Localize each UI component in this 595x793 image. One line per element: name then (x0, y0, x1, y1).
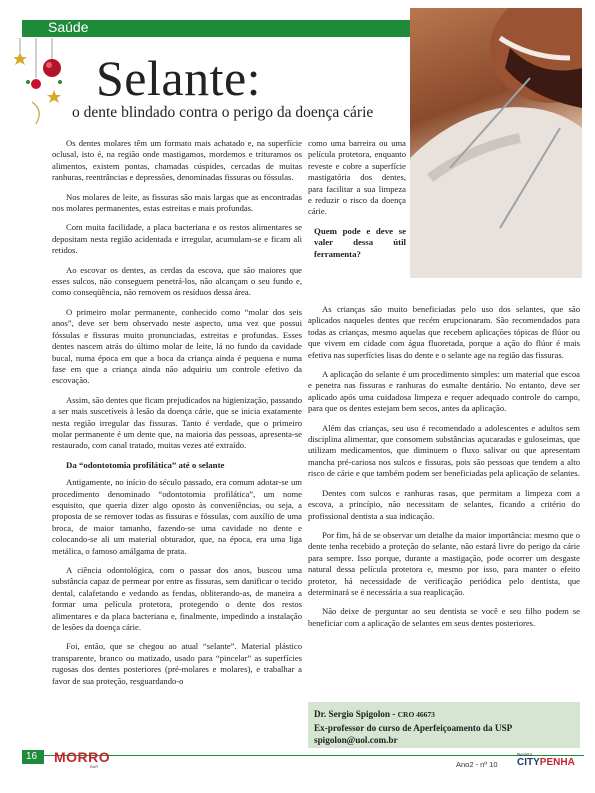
dental-photo-illustration (410, 8, 582, 278)
city-logo-b: PENHA (539, 757, 575, 768)
article-title: Selante: (96, 50, 262, 106)
paragraph: Com muita facilidade, a placa bacteriana e os restos alimentares se depositam nesta região acidentada e irregular, acumulam-se e ficam ali retidos. (52, 222, 302, 256)
paragraph: Além das crianças, seu uso é recomendado a adolescentes e adultos sem disciplina alimentar, que consomem substâncias açucaradas e guloseimas, que utilizam medicamentos, que diminuem o fluxo salivar ou que apresentam mancha pré-cariosa nos sulcos e fissuras, pois são pessoas que tendem a alto risco de cárie e que também podem ser beneficiadas pela aplicação de selantes. (308, 422, 580, 479)
paragraph: Os dentes molares têm um formato mais achatado e, na superfície oclusal, isto é, na região onde mastigamos, mordemos e trituramos os alimentos, existem pontas, chamadas cúspides, cercadas de muitas ranhuras, reentrâncias e depressões, denominadas fissuras ou fóssulas. (52, 138, 302, 183)
paragraph: A ciência odontológica, com o passar dos anos, buscou uma substância capaz de permear por entre as fissuras, sem danificar o tecido dental, calafetando e vedando as fendas, obliterando-as, de maneira a formar uma película protetora, protegendo o dente dos restos alimentares e da placa bacteriana e, finalmente, impedindo a instalação de lesões da doença cárie. (52, 565, 302, 633)
paragraph: O primeiro molar permanente, conhecido como “molar dos seis anos”, deve ser bem observado neste aspecto, uma vez que possui fóssulas e fissuras muito pronunciadas, estreitas e profundas. Esses dentes nascem atrás do último molar de leite, lá no fundo da cavidade bucal, numa época em que a boca da criança ainda é pequena e numa fase em que a criança ainda não adquiriu um controle efetivo da escovação. (52, 306, 302, 386)
paragraph: Dentes com sulcos e ranhuras rasas, que permitam a limpeza com a escova, a princípio, não necessitam de selantes, ficando a critério do profissional dentista a sua indicação. (308, 487, 580, 521)
author-email: spigolon@uol.com.br (314, 735, 398, 745)
page-number: 16 (26, 751, 38, 762)
section-label: Saúde (48, 19, 89, 35)
paragraph: Foi, então, que se chegou ao atual “selante”. Material plástico transparente, branco ou matizado, usado para “pincelar” as superfícies rugosas dos dentes posteriores (pré-molares e molares), e trabalhar a favor de sua proteção, resguardando-o (52, 641, 302, 686)
author-cro: CRO 46673 (397, 710, 435, 719)
paragraph: Ao escovar os dentes, as cerdas da escova, que são maiores que esses sulcos, não conseguem penetrá-los, não alcançam o seu fundo e, como conseqüência, não removem os resíduos dessa área. (52, 264, 302, 298)
paragraph: Nos molares de leite, as fissuras são mais largas que as encontradas nos molares permanentes, estas estreitas e mais profundas. (52, 191, 302, 214)
paragraph: A aplicação do selante é um procedimento simples: um material que escoa e penetra nas fissuras e ranhuras do esmalte dentário. No entanto, deve ser aplicado após uma cuidadosa limpeza e requer adequado controle do campo, para que os dentes estejam bem secos, antes da aplicação. (308, 369, 580, 414)
paragraph: As crianças são muito beneficiadas pelo uso dos selantes, que são aplicados naqueles dentes que recém erupcionaram. São recomendados para todas as crianças, mesmo aquelas que recebem aplicações tópicas de flúor ou que vivem em cidade com água fluoretada, porque a ação do flúor é mais efetiva nas superfícies lisas do dente e o selante age na região das fissuras. (308, 304, 580, 360)
morro-logo: MORRO (54, 749, 111, 765)
article-subtitle: o dente blindado contra o perigo da doença cárie (72, 104, 374, 121)
paragraph: Antigamente, no início do século passado, era comum adotar-se um procedimento denominado “odontotomia profilática”, um nome esquisito, que queria dizer algo oposto às conveniências, ou seja, a proposta de se remover todas as fissuras e fóssulas, com auxílio de uma broca, de maior tamanho, fazendo-se uma cavidade no dente e colocando-se ali um material obturador, que, na época, era uma liga metálica, o famoso amálgama de prata. (52, 477, 302, 556)
section-heading: Quem pode e deve se valer dessa útil ferramenta? (314, 225, 406, 259)
author-box (308, 702, 580, 748)
author-name: Dr. Sergio Spigolon - (314, 709, 398, 719)
section-heading: Da “odontotomia profilática” até o selante (66, 459, 225, 470)
dental-photo (410, 8, 582, 278)
issue-number: Ano2 - nº 10 (456, 760, 498, 769)
column-right (308, 304, 580, 637)
author-role: Ex-professor do curso de Aperfeiçoamento da USP (314, 722, 513, 733)
city-logo-label: Revista (517, 752, 533, 757)
paragraph: Assim, são dentes que ficam prejudicados na higienização, passando a ser mais suscetíveis à lesão da doença cárie, que se inicia exatamente nesta região irregular das fissuras. Tanto é verdade, que o primeiro molar permanente é um dente que, na maioria das pessoas, apresenta-se restaurado, com canal tratado, muitas vezes até extraído. (52, 394, 302, 451)
city-penha-logo (517, 757, 575, 768)
city-logo-a: CITY (517, 757, 540, 768)
paragraph: Por fim, há de se observar um detalhe da maior importância: mesmo que o dente tenha recebido a proteção do selante, não estará livre do perigo da cárie para sempre. Isso porque, durante a mastigação, pode ocorrer um desgaste natural dessa película protetora e, mesmo por isso, para manter o efeito protetor, há necessidade de verificação periódica pelo dentista, que determinará se é necessária a sua reaplicação. (308, 529, 580, 597)
column-right-narrow (308, 138, 406, 266)
morro-logo-sub: BAR (90, 764, 99, 769)
column-left (52, 138, 302, 695)
paragraph: como uma barreira ou uma película protetora, enquanto reveste e cobre a superfície mastigatória dos dentes, para facilitar a sua limpeza e reduzir o risco da doença cárie. (308, 138, 406, 217)
paragraph: Não deixe de perguntar ao seu dentista se você e seu filho podem se beneficiar com a aplicação de selantes em seus dentes posteriores. (308, 606, 580, 628)
author-name-line (314, 708, 574, 722)
